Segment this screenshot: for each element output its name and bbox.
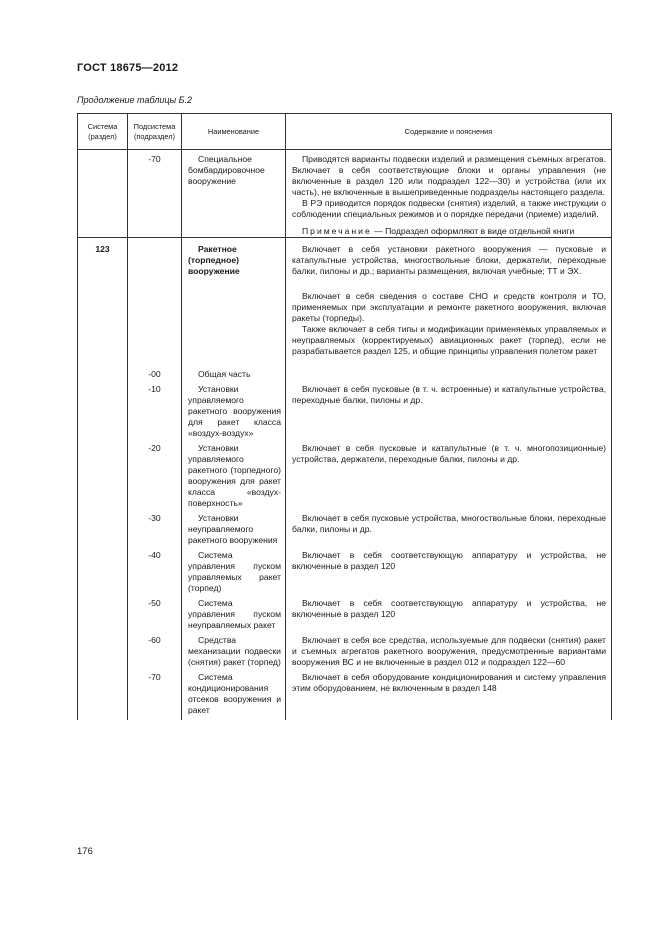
content-paragraph: Включает в себя оборудование кондиционирования и систему управления этим оборудованием, не включенным в раздел 148 (292, 672, 606, 693)
content-paragraph: Приводятся варианты подвески изделий и размещения съемных агрегатов. Включает в себя соответствующие блоки и органы управления (не включенные в раздел 120 или подраздел 122—30) и устройства (или их часть), не включенные в вышеприведенные подразделы настоящего раздела. (292, 154, 606, 197)
table-row (78, 668, 612, 720)
content-paragraph: Включает в себя пусковые устройства, многоствольные блоки, переходные балки, пилоны и др. (292, 513, 606, 534)
content-paragraph: Включает в себя соответствующую аппаратуру и устройства, не включенные в раздел 120 (292, 598, 606, 619)
name-cell (182, 668, 286, 720)
system-code-cell (78, 380, 128, 439)
table-continuation-title: Продолжение таблицы Б.2 (77, 95, 193, 105)
column-header-system: Система (раздел) (78, 114, 128, 150)
content-paragraph: В РЭ приводится порядок подвески (снятия) изделий, а также инструкции о соблюдении специальных режимов и о порядке передачи (приеме) изделий. (292, 198, 606, 219)
document-code: ГОСТ 18675—2012 (77, 62, 179, 74)
content-cell (286, 594, 612, 631)
table-row (78, 509, 612, 546)
subsystem-code-cell: -70 (128, 668, 182, 720)
table-row (78, 150, 612, 238)
content-cell (286, 238, 612, 358)
item-name: Система управления пуском неуправляемых ракет (188, 598, 281, 630)
table-row (78, 380, 612, 439)
note-paragraph (292, 226, 606, 237)
column-header-subsystem: Подсистема (подраздел) (128, 114, 182, 150)
system-code-cell (78, 668, 128, 720)
content-cell (286, 668, 612, 720)
content-paragraph: Включает в себя соответствующую аппаратуру и устройства, не включенные в раздел 120 (292, 550, 606, 571)
table-header-row (78, 114, 612, 150)
content-cell (286, 380, 612, 439)
system-code-cell (78, 631, 128, 668)
item-name: Установки управляемого ракетного вооружения для ракет класса «воздух-воздух» (188, 384, 281, 438)
system-code-cell (78, 594, 128, 631)
column-header-content: Содержание и пояснения (286, 114, 612, 150)
name-cell (182, 150, 286, 238)
content-paragraph: Включает в себя пусковые (в т. ч. встроенные) и катапультные устройства, переходные балки, пилоны и др. (292, 384, 606, 405)
content-cell (286, 439, 612, 509)
system-code-cell (78, 439, 128, 509)
content-cell (286, 631, 612, 668)
name-cell (182, 546, 286, 594)
content-cell (286, 150, 612, 238)
name-cell (182, 509, 286, 546)
system-code-cell (78, 509, 128, 546)
system-code-cell (78, 546, 128, 594)
column-header-name: Наименование (182, 114, 286, 150)
item-name: Специальное бомбардировочное вооружение (188, 154, 265, 186)
subsystem-code-cell: -70 (128, 150, 182, 238)
table-row (78, 357, 612, 380)
subsystem-code-cell: -10 (128, 380, 182, 439)
table-row (78, 238, 612, 358)
content-cell (286, 357, 612, 380)
subsystem-code-cell: -30 (128, 509, 182, 546)
name-cell (182, 439, 286, 509)
item-name: Установки неуправляемого ракетного вооружения (188, 513, 278, 545)
name-cell (182, 380, 286, 439)
subsystem-code-cell (128, 238, 182, 358)
name-cell (182, 357, 286, 380)
system-code-cell: 123 (78, 238, 128, 358)
content-paragraph: Также включает в себя типы и модификации применяемых управляемых и неуправляемых (корректируемых) авиационных ракет (торпед), если не разрабатывается раздел 125, и общие принципы управления полетом ракет (292, 324, 606, 356)
item-name: Общая часть (198, 369, 251, 379)
content-cell (286, 546, 612, 594)
subsystem-code-cell: -50 (128, 594, 182, 631)
note-text: — Подраздел оформляют в виде отдельной книги (371, 226, 575, 236)
item-name: Установки управляемого ракетного (торпедного) вооружения для ракет класса «воздух-поверхность» (188, 443, 281, 508)
name-cell (182, 594, 286, 631)
subsystem-code-cell: -20 (128, 439, 182, 509)
table-row (78, 439, 612, 509)
system-code-cell (78, 357, 128, 380)
table-row (78, 546, 612, 594)
page-number: 176 (77, 846, 93, 857)
system-code-cell (78, 150, 128, 238)
item-name: Средства механизации подвески (снятия) ракет (торпед) (188, 635, 281, 667)
note-label: Примечание (302, 226, 372, 236)
item-name: Система кондиционирования отсеков вооружения и ракет (188, 672, 281, 715)
item-name: Система управления пуском управляемых ракет (торпед) (188, 550, 281, 593)
table-row (78, 631, 612, 668)
table-row (78, 594, 612, 631)
classification-table (77, 113, 612, 720)
content-paragraph: Включает в себя установки ракетного вооружения — пусковые и катапультные устройства, многоствольные блоки, держатели, переходные балки, пилоны и др.; варианты размещения, включая учебные; ТТ и ЭХ. (292, 244, 606, 276)
content-paragraph: Включает в себя все средства, используемые для подвески (снятия) ракет и съемных агрегатов ракетного вооружения, предусмотренные вариантами вооружения ВС и не включенные в раздел 012 и подраздел 122—60 (292, 635, 606, 667)
name-cell (182, 631, 286, 668)
content-paragraph: Включает в себя сведения о составе СНО и средств контроля и ТО, применяемых при эксплуатации и ремонте ракетного вооружения, включая ракеты (торпеды). (292, 291, 606, 323)
subsystem-code-cell: -00 (128, 357, 182, 380)
content-paragraph: Включает в себя пусковые и катапультные (в т. ч. многопозиционные) устройства, держатели, переходные балки, пилоны и др. (292, 443, 606, 464)
name-cell (182, 238, 286, 358)
item-name: Ракетное (торпедное) вооружение (188, 244, 240, 276)
subsystem-code-cell: -40 (128, 546, 182, 594)
content-cell (286, 509, 612, 546)
subsystem-code-cell: -60 (128, 631, 182, 668)
